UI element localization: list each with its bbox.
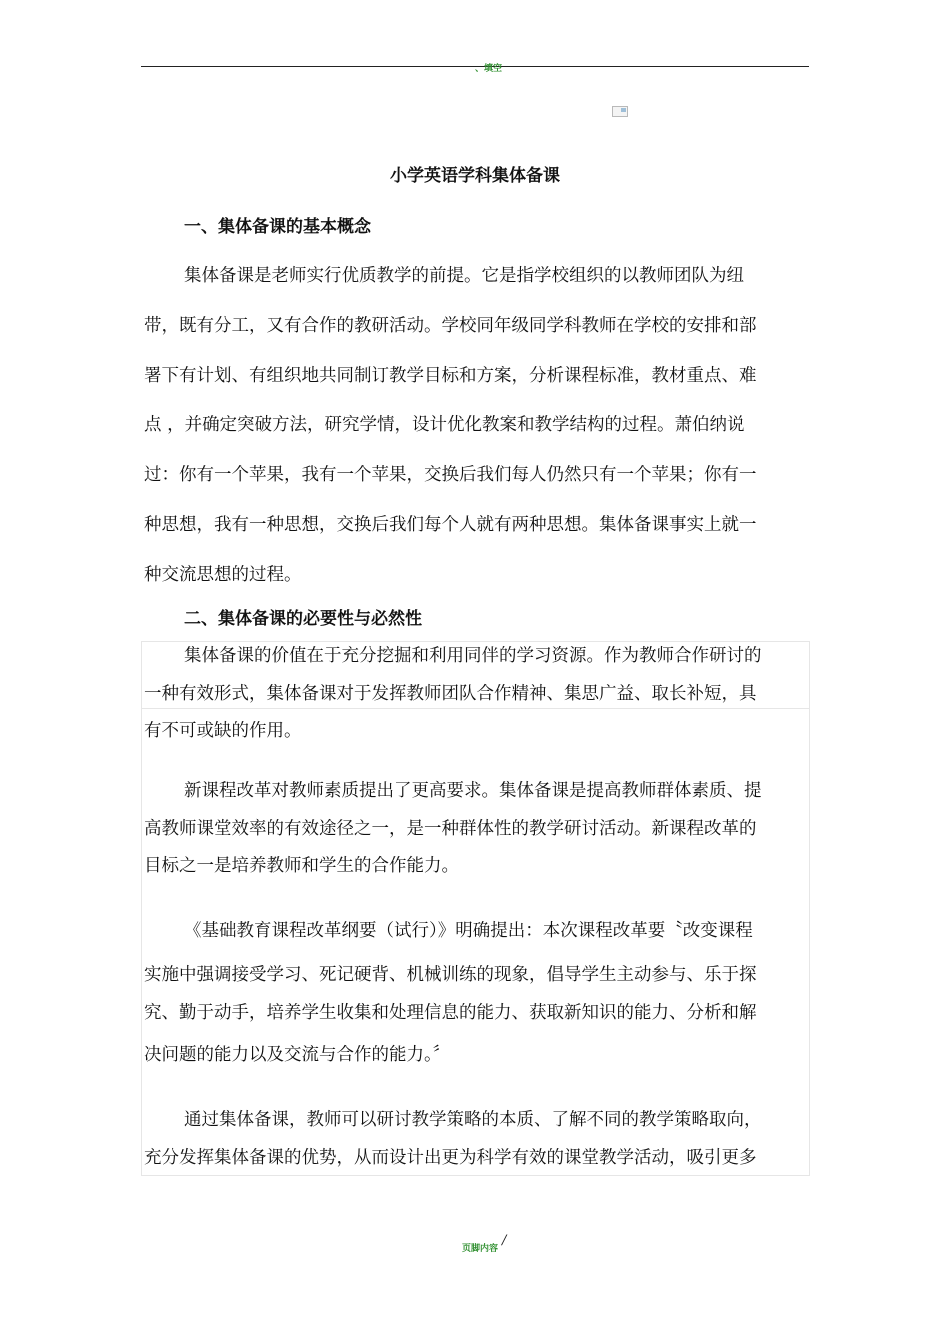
paragraph-line: 究、勤于动手，培养学生收集和处理信息的能力、获取新知识的能力、分析和解: [144, 1003, 757, 1023]
paragraph-line: 充分发挥集体备课的优势，从而设计出更为科学有效的课堂教学活动，吸引更多: [144, 1148, 757, 1168]
paragraph-line: 带，既有分工，又有合作的教研活动。学校同年级同学科教师在学校的安排和部: [144, 316, 757, 336]
paragraph-line: 署下有计划、有组织地共同制订教学目标和方案，分析课程标准，教材重点、难: [144, 366, 757, 386]
paragraph-line: 通过集体备课，教师可以研讨教学策略的本质、了解不同的教学策略取向，: [184, 1110, 762, 1130]
paragraph-line: 实施中强调接受学习、死记硬背、机械训练的现象，倡导学生主动参与、乐于探: [144, 965, 757, 985]
paragraph-line: 过：你有一个苹果，我有一个苹果，交换后我们每人仍然只有一个苹果；你有一: [144, 465, 757, 485]
section-heading-1: 一、集体备课的基本概念: [184, 217, 371, 237]
paragraph-line: 集体备课是老师实行优质教学的前提。它是指学校组织的以教师团队为纽: [184, 266, 744, 286]
paragraph-line: 有不可或缺的作用。: [144, 721, 302, 741]
footer-mark: /: [502, 1233, 507, 1248]
image-placeholder-icon: [612, 106, 628, 117]
paragraph-line: 点 ，并确定突破方法，研究学情，设计优化教案和教学结构的过程。萧伯纳说: [144, 415, 745, 435]
paragraph-line: 一种有效形式，集体备课对于发挥教师团队合作精神、集思广益、取长补短，具: [144, 684, 757, 704]
paragraph-line: 目标之一是培养教师和学生的合作能力。: [144, 856, 459, 876]
header-text: 、填空: [475, 64, 503, 74]
paragraph-line: 《基础教育课程改革纲要（试行）》明确提出：本次课程改革要〝改变课程: [184, 921, 753, 941]
page-title: 小学英语学科集体备课: [390, 166, 560, 186]
paragraph-line: 集体备课的价值在于充分挖掘和利用同伴的学习资源。作为教师合作研讨的: [184, 646, 762, 666]
paragraph-line: 决问题的能力以及交流与合作的能力。〞: [144, 1045, 451, 1065]
footer-text: 页脚内容: [462, 1244, 499, 1254]
paragraph-line: 种交流思想的过程。: [144, 565, 302, 585]
paragraph-line: 高教师课堂效率的有效途径之一，是一种群体性的教学研讨活动。新课程改革的: [144, 819, 757, 839]
section-heading-2: 二、集体备课的必要性与必然性: [184, 609, 422, 629]
paragraph-line: 新课程改革对教师素质提出了更高要求。集体备课是提高教师群体素质、提: [184, 781, 762, 801]
paragraph-line: 种思想，我有一种思想，交换后我们每个人就有两种思想。集体备课事实上就一: [144, 515, 757, 535]
